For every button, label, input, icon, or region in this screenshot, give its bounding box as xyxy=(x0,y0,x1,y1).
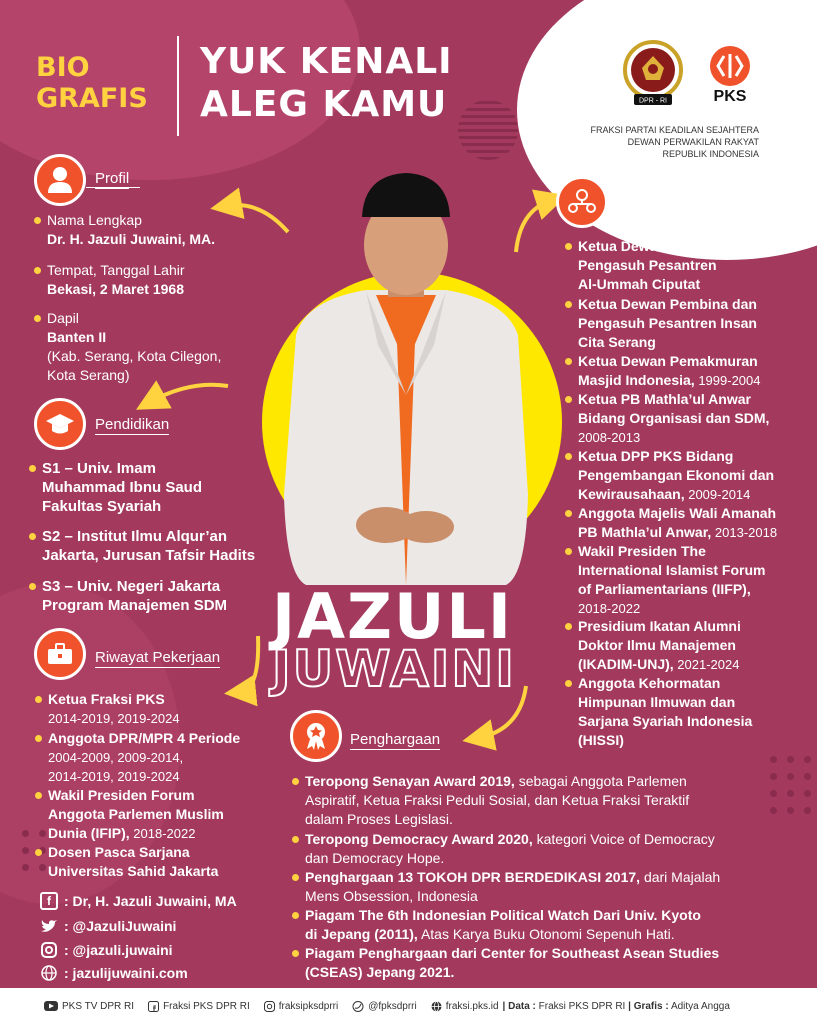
svg-text:DPR - RI: DPR - RI xyxy=(639,97,667,105)
header-divider xyxy=(177,36,179,136)
pendidikan-line: S2 – Institut Ilmu Alqur’an xyxy=(42,528,228,545)
dapil-value: Banten II xyxy=(47,329,107,345)
page-title xyxy=(200,40,453,126)
organisasi-role: Ketua Dewan Pembina dan xyxy=(578,296,757,312)
award-name: Teropong Democracy Award 2020, xyxy=(305,831,533,847)
footer-web[interactable] xyxy=(431,1001,499,1012)
name-first: JAZULI xyxy=(272,580,513,653)
data-value: Fraksi PKS DPR RI xyxy=(535,1000,626,1012)
footer-facebook[interactable] xyxy=(148,1001,250,1012)
pekerjaan-period: 2004-2009, 2009-2014, xyxy=(48,750,184,765)
award-desc: dan Democracy Hope. xyxy=(305,850,445,866)
organisasi-role: Presidium Ikatan Alumni xyxy=(578,618,741,634)
pekerjaan-role: Wakil Presiden Forum xyxy=(48,787,195,803)
organisasi-item xyxy=(578,542,765,618)
youtube-icon xyxy=(44,1001,58,1011)
penghargaan-title: Penghargaan xyxy=(350,731,441,748)
fraksi-caption xyxy=(590,124,759,160)
pekerjaan-item xyxy=(48,729,240,786)
footer-youtube-text: PKS TV DPR RI xyxy=(62,1000,135,1012)
organisasi-period: 2009-2014 xyxy=(684,487,751,502)
footer-twitter[interactable] xyxy=(352,1001,417,1012)
organisasi-period: 2018-2022 xyxy=(578,601,641,616)
instagram-icon xyxy=(40,941,58,959)
ttl-value: Bekasi, 2 Maret 1968 xyxy=(47,281,184,297)
grafis-value: Aditya Angga xyxy=(668,1000,730,1012)
organisasi-role: Himpunan Ilmuwan dan xyxy=(578,694,736,710)
organisasi-role: Ketua Dewan Pembina dan xyxy=(578,238,757,254)
social-text: : Dr, H. Jazuli Juwaini, MA xyxy=(64,893,237,909)
organisasi-role: Ketua PB Mathla’ul Anwar xyxy=(578,391,751,407)
twitter-icon xyxy=(40,917,58,935)
briefcase-icon xyxy=(34,628,86,680)
organisasi-item xyxy=(578,617,741,674)
organisasi-role: Bidang Organisasi dan SDM, xyxy=(578,410,770,426)
pekerjaan-item xyxy=(48,843,218,881)
pekerjaan-role: Dosen Pasca Sarjana xyxy=(48,844,190,860)
title-line-2: ALEG KAMU xyxy=(200,84,448,125)
organisasi-role: Doktor Ilmu Manajemen xyxy=(578,637,736,653)
social-website[interactable] xyxy=(40,964,188,982)
organisasi-item xyxy=(578,295,757,352)
name-last: JUWAINI xyxy=(272,640,516,698)
decorative-stripes xyxy=(458,100,518,160)
pks-logo-text: PKS xyxy=(713,88,747,105)
pekerjaan-item xyxy=(48,690,180,728)
pekerjaan-role: Ketua Fraksi PKS xyxy=(48,691,165,707)
award-desc: dari Majalah xyxy=(640,869,721,885)
award-name: Piagam Penghargaan dari Center for Southeast Asean Studies xyxy=(305,945,720,961)
award-name: (CSEAS) Jepang 2021. xyxy=(305,964,455,980)
organisasi-role: PB Mathla’ul Anwar, xyxy=(578,524,712,540)
facebook-icon: f xyxy=(40,892,58,910)
footer-facebook-text: Fraksi PKS DPR RI xyxy=(163,1000,250,1012)
footer-instagram[interactable] xyxy=(264,1001,338,1012)
pendidikan-item xyxy=(42,459,202,516)
pekerjaan-period: 2014-2019, 2019-2024 xyxy=(48,769,180,784)
dapil-note: Kota Serang) xyxy=(47,367,130,383)
graduation-cap-icon xyxy=(34,398,86,450)
organisasi-period: 2013-2018 xyxy=(711,525,778,540)
group-icon xyxy=(556,176,608,228)
pendidikan-item xyxy=(42,577,227,615)
medal-icon xyxy=(290,710,342,762)
bio-grafis-label xyxy=(36,52,148,114)
organisasi-role: of Parliamentarians (IIFP), xyxy=(578,581,751,597)
nama-value: Dr. H. Jazuli Juwaini, MA. xyxy=(47,231,216,247)
social-text: : jazulijuwaini.com xyxy=(64,965,188,981)
footer-web-text: fraksi.pks.id xyxy=(445,1000,499,1012)
grafis-label: | Grafis : xyxy=(625,1000,669,1012)
penghargaan-item xyxy=(305,772,689,829)
section-underline xyxy=(86,187,140,188)
dpr-ri-logo xyxy=(620,40,686,108)
pekerjaan-role: Anggota DPR/MPR 4 Periode xyxy=(48,730,241,746)
organisasi-period: 2008-2013 xyxy=(578,430,641,445)
pekerjaan-period: 2018-2022 xyxy=(129,826,196,841)
footer-bar xyxy=(0,988,817,1024)
organisasi-role: Cita Serang xyxy=(578,334,656,350)
organisasi-role: Ketua Dewan Pemakmuran xyxy=(578,353,758,369)
profil-nama xyxy=(47,211,215,249)
dapil-label: Dapil xyxy=(47,310,79,326)
pendidikan-line: Fakultas Syariah xyxy=(42,498,162,515)
pekerjaan-item xyxy=(48,786,224,843)
organisasi-item xyxy=(578,504,777,542)
organisasi-role: (HISSI) xyxy=(578,732,624,748)
organisasi-role: Sarjana Syariah Indonesia xyxy=(578,713,753,729)
pekerjaan-title: Riwayat Pekerjaan xyxy=(95,649,221,666)
award-desc: kategori Voice of Democracy xyxy=(532,831,715,847)
organisasi-item xyxy=(578,447,774,504)
globe-icon xyxy=(431,1001,442,1012)
organisasi-item xyxy=(578,352,760,390)
award-desc: dalam Proses Legislasi. xyxy=(305,811,453,827)
portrait-photo xyxy=(266,165,546,585)
decorative-dots xyxy=(770,756,811,814)
globe-icon xyxy=(40,964,58,982)
organisasi-role: (IKADIM-UNJ), xyxy=(578,656,674,672)
award-name: Penghargaan 13 TOKOH DPR BERDEDIKASI 2017, xyxy=(305,869,641,885)
fraksi-line-3: REPUBLIK INDONESIA xyxy=(662,149,759,159)
organisasi-item xyxy=(578,390,769,447)
facebook-icon xyxy=(148,1001,159,1012)
pekerjaan-period: 2014-2019, 2019-2024 xyxy=(48,711,180,726)
nama-label: Nama Lengkap xyxy=(47,212,142,228)
social-twitter[interactable] xyxy=(40,917,176,935)
pekerjaan-role: Anggota Parlemen Muslim xyxy=(48,806,224,822)
pekerjaan-role: Universitas Sahid Jakarta xyxy=(48,863,219,879)
footer-youtube[interactable] xyxy=(44,1001,134,1012)
bio-line: BIO xyxy=(36,52,90,83)
dapil-note: (Kab. Serang, Kota Cilegon, xyxy=(47,348,222,364)
pendidikan-line: Program Manajemen SDM xyxy=(42,597,228,614)
social-instagram[interactable] xyxy=(40,941,173,959)
organisasi-role: Pengasuh Pesantren Insan xyxy=(578,315,757,331)
penghargaan-item xyxy=(305,944,719,982)
award-name: Piagam The 6th Indonesian Political Watch Dari Univ. Kyoto xyxy=(305,907,701,923)
organisasi-item xyxy=(578,237,757,294)
award-desc: Atas Karya Buku Otonomi Sepenuh Hati. xyxy=(417,926,675,942)
decorative-dots xyxy=(22,830,46,871)
profil-dapil xyxy=(47,309,221,385)
penghargaan-item xyxy=(305,830,715,868)
award-desc: Mens Obsession, Indonesia xyxy=(305,888,478,904)
award-name: di Jepang (2011), xyxy=(305,926,418,942)
social-text: : @JazuliJuwaini xyxy=(64,918,177,934)
organisasi-role: Wakil Presiden The xyxy=(578,543,706,559)
organisasi-period: 1999-2004 xyxy=(694,373,761,388)
award-desc: Aspiratif, Ketua Fraksi Peduli Sosial, dan Ketua Fraksi Teraktif xyxy=(305,792,690,808)
organisasi-title: Riwayat Organisasi xyxy=(621,197,751,214)
social-text: : @jazuli.juwaini xyxy=(64,942,173,958)
organisasi-role: Anggota Majelis Wali Amanah xyxy=(578,505,777,521)
social-facebook[interactable] xyxy=(40,892,237,910)
organisasi-role: Anggota Kehormatan xyxy=(578,675,721,691)
footer-instagram-text: fraksipksdprri xyxy=(278,1000,339,1012)
profil-ttl xyxy=(47,261,185,299)
footer-credits xyxy=(503,1001,730,1012)
instagram-icon xyxy=(264,1001,275,1012)
footer-twitter-text: @fpksdprri xyxy=(368,1000,417,1012)
organisasi-role: Ketua DPP PKS Bidang xyxy=(578,448,734,464)
organisasi-role: Pengembangan Ekonomi dan xyxy=(578,467,775,483)
organisasi-role: Kewirausahaan, xyxy=(578,486,685,502)
organisasi-role: Al-Ummah Ciputat xyxy=(578,276,701,292)
title-line-1: YUK KENALI xyxy=(200,41,453,82)
organisasi-role: Masjid Indonesia, xyxy=(578,372,695,388)
ttl-label: Tempat, Tanggal Lahir xyxy=(47,262,185,278)
pendidikan-line: Muhammad Ibnu Saud xyxy=(42,479,203,496)
fraksi-line-1: FRAKSI PARTAI KEADILAN SEJAHTERA xyxy=(590,125,759,135)
penghargaan-item xyxy=(305,868,720,906)
fraksi-line-2: DEWAN PERWAKILAN RAKYAT xyxy=(627,137,759,147)
award-desc: sebagai Anggota Parlemen xyxy=(514,773,687,789)
organisasi-role: International Islamist Forum xyxy=(578,562,766,578)
profil-title: Profil xyxy=(95,170,130,187)
organisasi-item xyxy=(578,674,752,750)
pendidikan-title: Pendidikan xyxy=(95,416,170,433)
person-icon xyxy=(34,154,86,206)
pendidikan-line: S1 – Univ. Imam xyxy=(42,460,156,477)
pks-logo xyxy=(702,38,758,110)
award-name: Teropong Senayan Award 2019, xyxy=(305,773,515,789)
organisasi-role: Pengasuh Pesantren xyxy=(578,257,717,273)
pendidikan-line: S3 – Univ. Negeri Jakarta xyxy=(42,578,221,595)
data-label: | Data : xyxy=(502,1000,536,1012)
twitter-icon xyxy=(352,1001,364,1012)
pendidikan-item xyxy=(42,527,255,565)
pekerjaan-role: Dunia (IFIP), xyxy=(48,825,130,841)
penghargaan-item xyxy=(305,906,701,944)
grafis-line: GRAFIS xyxy=(36,83,148,114)
pendidikan-line: Jakarta, Jurusan Tafsir Hadits xyxy=(42,547,256,564)
organisasi-period: 2021-2024 xyxy=(673,657,740,672)
